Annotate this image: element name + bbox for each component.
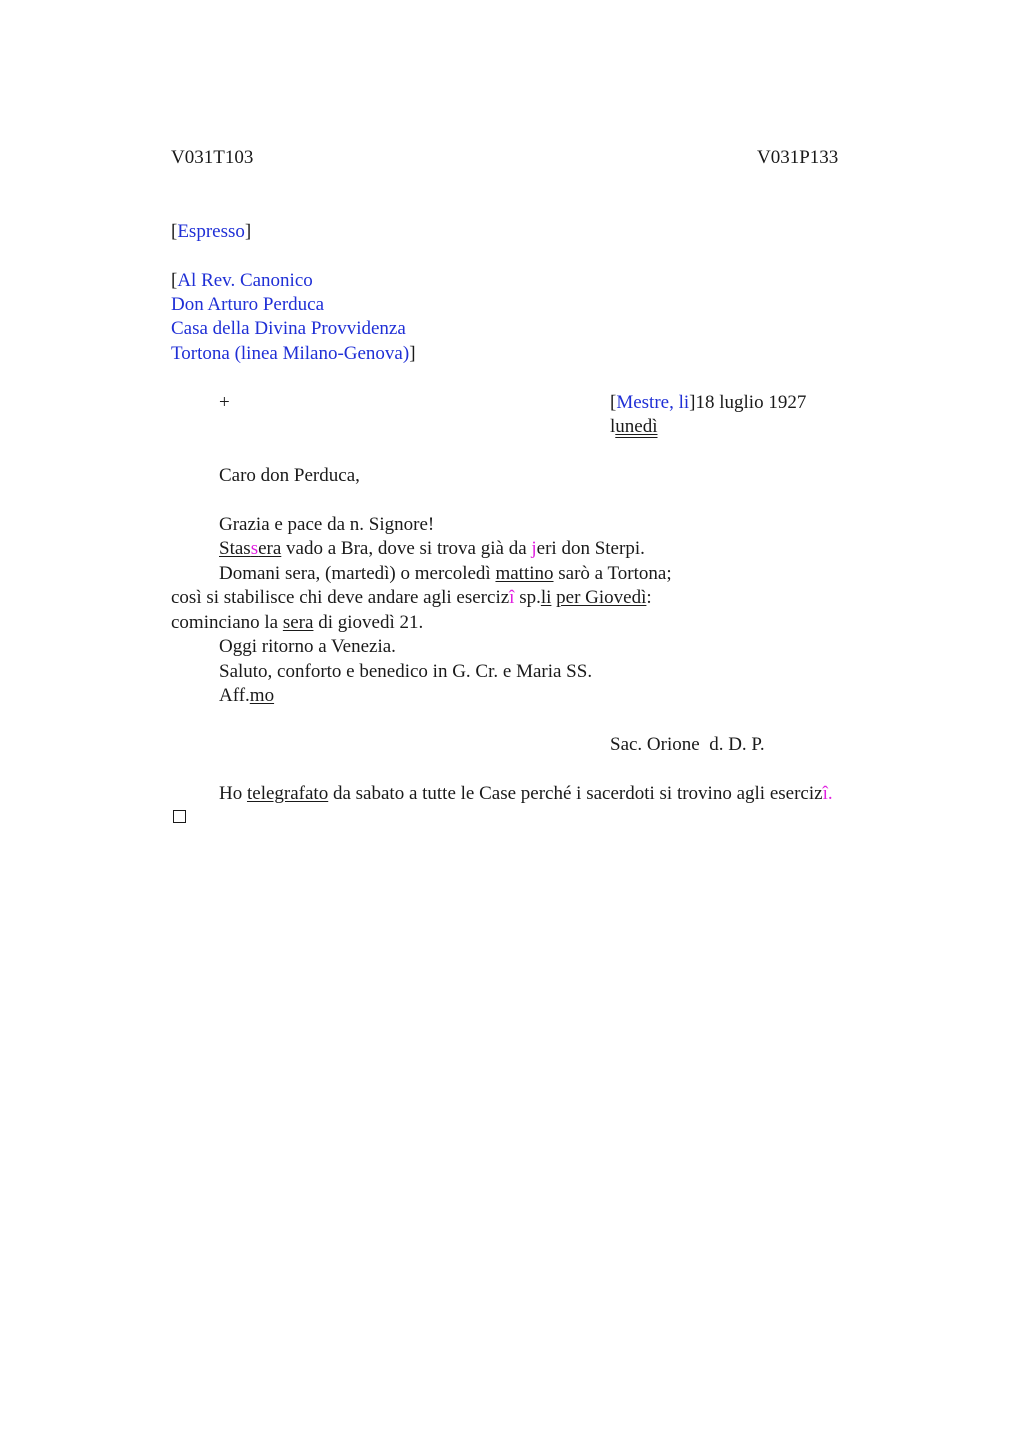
body-line-4-start: così si stabilisce chi deve andare agli eserciz xyxy=(171,587,510,608)
body-line-6: Oggi ritorno a Venezia. xyxy=(219,636,396,657)
word-telegrafato: telegrafato xyxy=(246,783,329,804)
body-line-3-end: sarò a Tortona; xyxy=(553,563,672,584)
body-line-3-start: Domani sera, (martedì) o mercoledì xyxy=(219,563,496,584)
end-box-marker xyxy=(173,810,186,823)
aff-text: Aff. xyxy=(219,685,250,706)
postscript xyxy=(219,782,833,806)
address-text-4: Tortona (linea Milano-Genova) xyxy=(171,343,410,364)
body-line-3 xyxy=(219,562,672,586)
superscript-li: li xyxy=(540,587,552,608)
body-line-1: Grazia e pace da n. Signore! xyxy=(219,514,435,535)
day-rest: unedì xyxy=(615,416,658,437)
dateline-day xyxy=(610,415,658,439)
postscript-start: Ho xyxy=(219,783,247,804)
jeri-correction: j xyxy=(531,538,537,559)
body-line-2 xyxy=(219,537,645,561)
superscript-mo: mo xyxy=(249,685,275,706)
right-code: V031P133 xyxy=(757,147,839,168)
dateline: [Mestre, li]18 luglio 1927 xyxy=(610,392,807,413)
body-line-7: Saluto, conforto e benedico in G. Cr. e Maria SS. xyxy=(219,661,593,682)
dateline-date: 18 luglio 1927 xyxy=(695,392,807,413)
body-line-4 xyxy=(171,586,652,610)
left-code: V031T103 xyxy=(171,147,254,168)
address-line-1: [Al Rev. Canonico xyxy=(171,270,313,291)
esercizi-correction: î xyxy=(509,587,515,608)
body-line-4-sp: sp. xyxy=(514,587,541,608)
address-line-2: Don Arturo Perduca xyxy=(171,294,325,315)
address-line-3: Casa della Divina Provvidenza xyxy=(171,318,406,339)
stassera-correction: s xyxy=(250,538,259,559)
body-line-5 xyxy=(171,611,423,635)
postscript-text: da sabato a tutte le Case perché i sacerdoti si trovino agli eserciz xyxy=(328,783,823,804)
body-line-8 xyxy=(219,684,274,708)
postscript-correction: î. xyxy=(822,783,833,804)
address-text-1: Al Rev. Canonico xyxy=(177,270,313,291)
word-sera: sera xyxy=(282,612,314,633)
cross-symbol: + xyxy=(219,392,230,413)
stassera-part-c: era xyxy=(258,538,282,559)
body-line-5-start: cominciano la xyxy=(171,612,283,633)
word-per-giovedi: per Giovedì xyxy=(556,587,647,608)
body-line-2-text: vado a Bra, dove si trova già da xyxy=(281,538,532,559)
espresso-note: [Espresso] xyxy=(171,221,252,242)
espresso-text: Espresso xyxy=(177,221,245,242)
dateline-place: Mestre, li xyxy=(616,392,690,413)
word-stassera xyxy=(219,538,281,559)
day-first-letter: l xyxy=(610,416,616,437)
salutation: Caro don Perduca, xyxy=(219,465,360,486)
address-line-4: Tortona (linea Milano-Genova)] xyxy=(171,343,416,364)
body-line-4-colon: : xyxy=(646,587,652,608)
word-mattino: mattino xyxy=(495,563,554,584)
stassera-part-a: Stas xyxy=(219,538,251,559)
body-line-5-end: di giovedì 21. xyxy=(313,612,424,633)
signature: Sac. Orione d. D. P. xyxy=(610,734,765,755)
body-line-2-end: eri don Sterpi. xyxy=(536,538,645,559)
